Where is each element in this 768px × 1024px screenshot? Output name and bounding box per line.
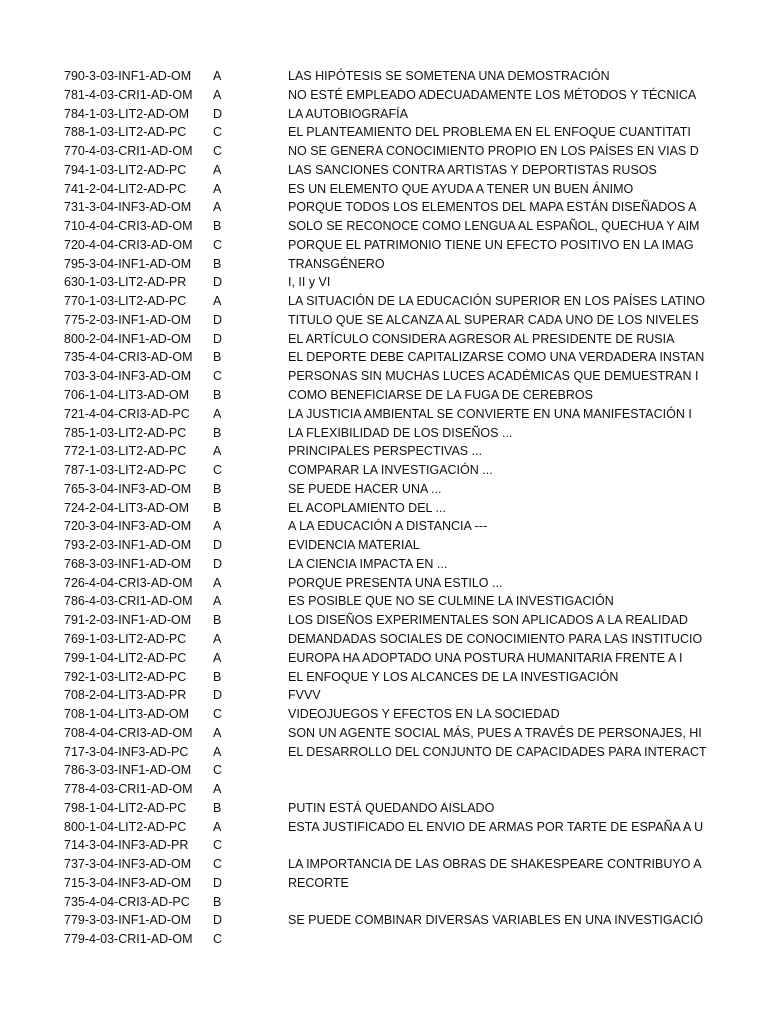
- answer-letter: B: [213, 256, 222, 271]
- table-row: [0, 217, 768, 236]
- answer-text: SON UN AGENTE SOCIAL MÁS, PUES A TRAVÉS DE PERSONAJES, HI: [288, 725, 702, 740]
- answer-letter: B: [213, 350, 222, 365]
- table-row: [0, 649, 768, 668]
- question-code: 770-1-03-LIT2-AD-PC: [64, 294, 187, 309]
- answer-letter: A: [213, 200, 222, 215]
- question-code: 785-1-03-LIT2-AD-PC: [64, 425, 187, 440]
- table-row: [0, 424, 768, 443]
- answer-letter: D: [213, 556, 223, 571]
- table-row: [0, 555, 768, 574]
- table-row: [0, 761, 768, 780]
- question-code: 781-4-03-CRI1-AD-OM: [64, 87, 193, 102]
- answer-letter: A: [213, 69, 222, 83]
- answer-letter: C: [213, 857, 223, 872]
- answer-text: A LA EDUCACIÓN A DISTANCIA ---: [288, 519, 488, 534]
- answer-text: I, II y VI: [288, 275, 331, 290]
- answer-text: PUTIN ESTÁ QUEDANDO AISLADO: [288, 800, 495, 815]
- table-row: [0, 499, 768, 518]
- answer-text: LOS DISEÑOS EXPERIMENTALES SON APLICADOS A LA REALIDAD: [288, 613, 688, 628]
- answer-letter: A: [213, 519, 222, 534]
- answer-letter: C: [213, 463, 223, 478]
- question-code: 731-3-04-INF3-AD-OM: [64, 200, 192, 215]
- question-code: 708-4-04-CRI3-AD-OM: [64, 725, 193, 740]
- table-row: [0, 236, 768, 255]
- question-code: 800-2-04-INF1-AD-OM: [64, 331, 192, 346]
- table-row: [0, 142, 768, 161]
- question-code: 772-1-03-LIT2-AD-PC: [64, 444, 187, 459]
- question-code: 800-1-04-LIT2-AD-PC: [64, 819, 187, 834]
- answer-text: LA FLEXIBILIDAD DE LOS DISEÑOS ...: [288, 425, 513, 440]
- answer-text: SE PUEDE COMBINAR DIVERSAS VARIABLES EN UNA INVESTIGACIÓ: [288, 913, 704, 928]
- answer-text: EL PLANTEAMIENTO DEL PROBLEMA EN EL ENFOQUE CUANTITATI: [288, 125, 691, 140]
- table-row: [0, 705, 768, 724]
- answer-letter: C: [213, 237, 223, 252]
- question-code: 630-1-03-LIT2-AD-PR: [64, 275, 187, 290]
- question-code: 717-3-04-INF3-AD-PC: [64, 744, 189, 759]
- answer-letter: A: [213, 181, 222, 196]
- answer-letter: A: [213, 575, 222, 590]
- question-code: 794-1-03-LIT2-AD-PC: [64, 162, 187, 177]
- answer-letter: C: [213, 932, 223, 947]
- question-code: 737-3-04-INF3-AD-OM: [64, 857, 192, 872]
- answer-letter: B: [213, 669, 222, 684]
- answer-letter: B: [213, 219, 222, 234]
- answer-text: COMPARAR LA INVESTIGACIÓN ...: [288, 463, 493, 478]
- answer-text: LA IMPORTANCIA DE LAS OBRAS DE SHAKESPEARE CONTRIBUYO A: [288, 857, 702, 872]
- answer-text: PERSONAS SIN MUCHAS LUCES ACADÉMICAS QUE DEMUESTRAN I: [288, 369, 699, 384]
- answer-letter: D: [213, 275, 223, 290]
- question-code: 721-4-04-CRI3-AD-PC: [64, 406, 190, 421]
- answer-text: VIDEOJUEGOS Y EFECTOS EN LA SOCIEDAD: [288, 707, 560, 722]
- answer-text: PRINCIPALES PERSPECTIVAS ...: [288, 444, 483, 459]
- answer-text: EL ACOPLAMIENTO DEL ...: [288, 500, 446, 515]
- table-row: [0, 536, 768, 555]
- question-code: 792-1-03-LIT2-AD-PC: [64, 669, 187, 684]
- answer-letter: B: [213, 800, 222, 815]
- table-row: [0, 330, 768, 349]
- table-row: [0, 273, 768, 292]
- table-row: [0, 161, 768, 180]
- answer-text: LAS SANCIONES CONTRA ARTISTAS Y DEPORTISTAS RUSOS: [288, 162, 657, 177]
- table-row: [0, 405, 768, 424]
- answer-text: ES UN ELEMENTO QUE AYUDA A TENER UN BUEN ÁNIMO: [288, 181, 634, 196]
- question-code: 710-4-04-CRI3-AD-OM: [64, 219, 193, 234]
- table-row: [0, 611, 768, 630]
- question-code: 799-1-04-LIT2-AD-PC: [64, 650, 187, 665]
- question-code: 790-3-03-INF1-AD-OM: [64, 69, 192, 83]
- table-row: [0, 592, 768, 611]
- question-code: 735-4-04-CRI3-AD-PC: [64, 894, 190, 909]
- table-row: [0, 799, 768, 818]
- answer-letter: A: [213, 650, 222, 665]
- table-row: [0, 255, 768, 274]
- answer-text: RECORTE: [288, 875, 349, 890]
- answer-letter: C: [213, 838, 223, 853]
- table-row: [0, 86, 768, 105]
- question-code: 726-4-04-CRI3-AD-OM: [64, 575, 193, 590]
- answer-letter: D: [213, 538, 223, 553]
- answer-letter: D: [213, 312, 223, 327]
- answer-text: PORQUE PRESENTA UNA ESTILO ...: [288, 575, 503, 590]
- answer-letter: B: [213, 894, 222, 909]
- table-row: [0, 442, 768, 461]
- table-row: [0, 180, 768, 199]
- question-code: 769-1-03-LIT2-AD-PC: [64, 631, 187, 646]
- table-row: [0, 105, 768, 124]
- table-row: [0, 686, 768, 705]
- answer-text: EL ARTÍCULO CONSIDERA AGRESOR AL PRESIDENTE DE RUSIA: [288, 331, 675, 346]
- answer-letter: A: [213, 594, 222, 609]
- table-row: [0, 743, 768, 762]
- answer-sheet: [0, 67, 768, 949]
- table-row: [0, 292, 768, 311]
- answer-letter: A: [213, 162, 222, 177]
- question-code: 786-3-03-INF1-AD-OM: [64, 763, 192, 778]
- question-code: 735-4-04-CRI3-AD-OM: [64, 350, 193, 365]
- answer-text: ES POSIBLE QUE NO SE CULMINE LA INVESTIGACIÓN: [288, 594, 614, 609]
- answer-text: PORQUE EL PATRIMONIO TIENE UN EFECTO POSITIVO EN LA IMAG: [288, 237, 694, 252]
- question-code: 703-3-04-INF3-AD-OM: [64, 369, 192, 384]
- question-code: 708-2-04-LIT3-AD-PR: [64, 688, 187, 703]
- table-row: [0, 930, 768, 949]
- answer-text: LA SITUACIÓN DE LA EDUCACIÓN SUPERIOR EN LOS PAÍSES LATINO: [288, 294, 706, 309]
- table-row: [0, 348, 768, 367]
- answer-letter: C: [213, 125, 223, 140]
- question-code: 787-1-03-LIT2-AD-PC: [64, 463, 187, 478]
- answer-text: EL ENFOQUE Y LOS ALCANCES DE LA INVESTIGACIÓN: [288, 669, 619, 684]
- table-row: [0, 855, 768, 874]
- answer-letter: A: [213, 744, 222, 759]
- question-code: 791-2-03-INF1-AD-OM: [64, 613, 192, 628]
- question-code: 765-3-04-INF3-AD-OM: [64, 481, 192, 496]
- table-row: [0, 874, 768, 893]
- answer-letter: A: [213, 444, 222, 459]
- answer-letter: D: [213, 331, 223, 346]
- question-code: 786-4-03-CRI1-AD-OM: [64, 594, 193, 609]
- question-code: 768-3-03-INF1-AD-OM: [64, 556, 192, 571]
- answer-letter: B: [213, 481, 222, 496]
- answer-text: COMO BENEFICIARSE DE LA FUGA DE CEREBROS: [288, 388, 593, 403]
- answer-letter: D: [213, 875, 223, 890]
- table-row: [0, 668, 768, 687]
- question-code: 720-3-04-INF3-AD-OM: [64, 519, 192, 534]
- answer-text: PORQUE TODOS LOS ELEMENTOS DEL MAPA ESTÁN DISEÑADOS A: [288, 200, 697, 215]
- question-code: 793-2-03-INF1-AD-OM: [64, 538, 192, 553]
- table-row: [0, 893, 768, 912]
- answer-letter: A: [213, 819, 222, 834]
- answer-text: LA CIENCIA IMPACTA EN ...: [288, 556, 448, 571]
- answer-text: EVIDENCIA MATERIAL: [288, 538, 420, 553]
- question-code: 706-1-04-LIT3-AD-OM: [64, 388, 190, 403]
- answer-letter: A: [213, 725, 222, 740]
- answer-letter: C: [213, 707, 223, 722]
- table-row: [0, 517, 768, 536]
- table-row: [0, 123, 768, 142]
- answer-letter: C: [213, 369, 223, 384]
- answer-letter: B: [213, 425, 222, 440]
- answer-letter: A: [213, 406, 222, 421]
- table-row: [0, 311, 768, 330]
- question-code: 784-1-03-LIT2-AD-OM: [64, 106, 190, 121]
- answer-text: FVVV: [288, 688, 321, 703]
- answer-letter: D: [213, 913, 223, 928]
- answer-letter: D: [213, 106, 223, 121]
- table-row: [0, 480, 768, 499]
- table-row: [0, 461, 768, 480]
- answer-letter: B: [213, 613, 222, 628]
- table-row: [0, 818, 768, 837]
- question-code: 714-3-04-INF3-AD-PR: [64, 838, 189, 853]
- answer-text: NO SE GENERA CONOCIMIENTO PROPIO EN LOS PAÍSES EN VIAS D: [288, 144, 699, 159]
- answer-text: TITULO QUE SE ALCANZA AL SUPERAR CADA UNO DE LOS NIVELES: [288, 312, 699, 327]
- question-code: 795-3-04-INF1-AD-OM: [64, 256, 192, 271]
- answer-text: LA JUSTICIA AMBIENTAL SE CONVIERTE EN UNA MANIFESTACIÓN I: [288, 406, 692, 421]
- question-code: 720-4-04-CRI3-AD-OM: [64, 237, 193, 252]
- answer-text: SE PUEDE HACER UNA ...: [288, 481, 442, 496]
- answer-text: EUROPA HA ADOPTADO UNA POSTURA HUMANITARIA FRENTE A I: [288, 650, 683, 665]
- question-code: 715-3-04-INF3-AD-OM: [64, 875, 192, 890]
- question-code: 788-1-03-LIT2-AD-PC: [64, 125, 187, 140]
- question-code: 724-2-04-LIT3-AD-OM: [64, 500, 190, 515]
- answer-letter: A: [213, 631, 222, 646]
- answer-text: NO ESTÉ EMPLEADO ADECUADAMENTE LOS MÉTODOS Y TÉCNICA: [288, 87, 697, 102]
- answer-text: EL DESARROLLO DEL CONJUNTO DE CAPACIDADES PARA INTERACT: [288, 744, 707, 759]
- answer-letter: A: [213, 294, 222, 309]
- question-code: 779-3-03-INF1-AD-OM: [64, 913, 192, 928]
- answer-letter: B: [213, 500, 222, 515]
- table-row: [0, 836, 768, 855]
- answer-letter: B: [213, 388, 222, 403]
- answer-letter: A: [213, 87, 222, 102]
- table-row: [0, 67, 768, 86]
- question-code: 798-1-04-LIT2-AD-PC: [64, 800, 187, 815]
- table-row: [0, 574, 768, 593]
- table-row: [0, 630, 768, 649]
- table-row: [0, 367, 768, 386]
- question-code: 770-4-03-CRI1-AD-OM: [64, 144, 193, 159]
- table-row: [0, 780, 768, 799]
- question-code: 778-4-03-CRI1-AD-OM: [64, 782, 193, 797]
- answer-text: SOLO SE RECONOCE COMO LENGUA AL ESPAÑOL, QUECHUA Y AIM: [288, 219, 700, 234]
- answer-letter: C: [213, 763, 223, 778]
- answer-text: EL DEPORTE DEBE CAPITALIZARSE COMO UNA VERDADERA INSTAN: [288, 350, 705, 365]
- answer-text: TRANSGÉNERO: [288, 256, 385, 271]
- answer-text: DEMANDADAS SOCIALES DE CONOCIMIENTO PARA LAS INSTITUCIO: [288, 631, 703, 646]
- answer-letter: A: [213, 782, 222, 797]
- table-row: [0, 198, 768, 217]
- question-code: 775-2-03-INF1-AD-OM: [64, 312, 192, 327]
- question-code: 708-1-04-LIT3-AD-OM: [64, 707, 190, 722]
- question-code: 741-2-04-LIT2-AD-PC: [64, 181, 187, 196]
- answer-text: LA AUTOBIOGRAFÍA: [288, 106, 408, 121]
- table-row: [0, 386, 768, 405]
- question-code: 779-4-03-CRI1-AD-OM: [64, 932, 193, 947]
- answer-letter: D: [213, 688, 223, 703]
- answer-text: ESTA JUSTIFICADO EL ENVIO DE ARMAS POR TARTE DE ESPAÑA A U: [288, 819, 704, 834]
- table-row: [0, 724, 768, 743]
- answer-letter: C: [213, 144, 223, 159]
- answer-text: LAS HIPÓTESIS SE SOMETENA UNA DEMOSTRACIÓN: [288, 69, 610, 83]
- table-row: [0, 911, 768, 930]
